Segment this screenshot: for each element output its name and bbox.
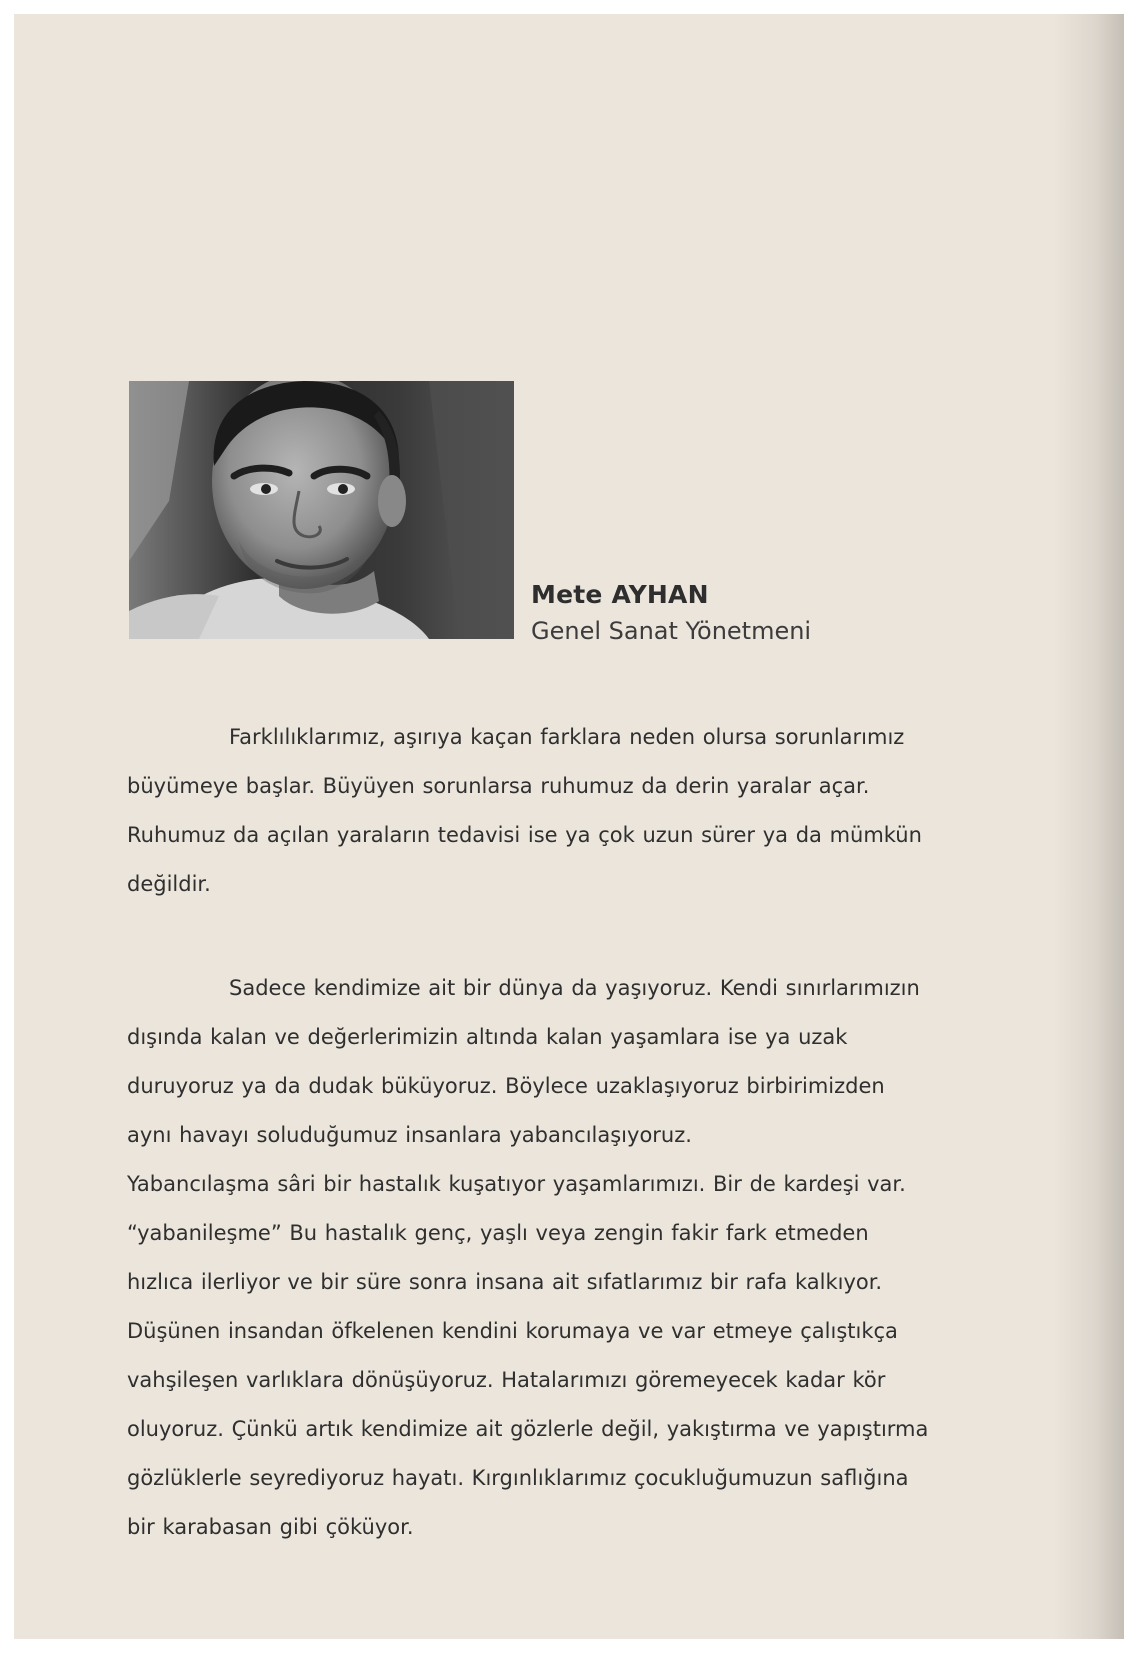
text-line: duruyoruz ya da dudak büküyoruz. Böylece uzaklaşıyoruz birbirimizden: [127, 1074, 885, 1098]
text-line: Düşünen insandan öfkelenen kendini korumaya ve var etmeye çalıştıkça: [127, 1319, 898, 1343]
person-title: Genel Sanat Yönetmeni: [531, 617, 812, 645]
text-line: Sadece kendimize ait bir dünya da yaşıyoruz. Kendi sınırlarımızın: [229, 976, 920, 1000]
text-line: büyümeye başlar. Büyüyen sorunlarsa ruhumuz da derin yaralar açar.: [127, 774, 870, 798]
photo-caption: [531, 580, 811, 648]
text-line: aynı havayı soluduğumuz insanlara yabancılaşıyoruz.: [127, 1123, 692, 1147]
text-line: Farklılıklarımız, aşırıya kaçan farklara neden olursa sorunlarımız: [229, 725, 905, 749]
text-line: Yabancılaşma sâri bir hastalık kuşatıyor yaşamlarımızı. Bir de kardeşi var.: [127, 1172, 906, 1196]
text-line: “yabanileşme” Bu hastalık genç, yaşlı veya zengin fakir fark etmeden: [127, 1221, 869, 1245]
paragraph-2: [127, 964, 997, 1552]
text-line: değildir.: [127, 872, 211, 896]
text-line: oluyoruz. Çünkü artık kendimize ait gözlerle değil, yakıştırma ve yapıştırma: [127, 1417, 929, 1441]
document-page: [14, 14, 1124, 1639]
portrait-illustration: [129, 381, 514, 639]
person-name: Mete AYHAN: [531, 580, 709, 609]
text-line: gözlüklerle seyrediyoruz hayatı. Kırgınlıklarımız çocukluğumuzun saflığına: [127, 1466, 909, 1490]
text-line: Ruhumuz da açılan yaraların tedavisi ise ya çok uzun sürer ya da mümkün: [127, 823, 922, 847]
text-line: bir karabasan gibi çöküyor.: [127, 1515, 414, 1539]
text-line: hızlıca ilerliyor ve bir süre sonra insana ait sıfatlarımız bir rafa kalkıyor.: [127, 1270, 883, 1294]
portrait-photo: [129, 381, 514, 639]
paragraph-1: [127, 713, 997, 909]
text-line: dışında kalan ve değerlerimizin altında kalan yaşamlara ise ya uzak: [127, 1025, 848, 1049]
text-line: vahşileşen varlıklara dönüşüyoruz. Hatalarımızı göremeyecek kadar kör: [127, 1368, 886, 1392]
